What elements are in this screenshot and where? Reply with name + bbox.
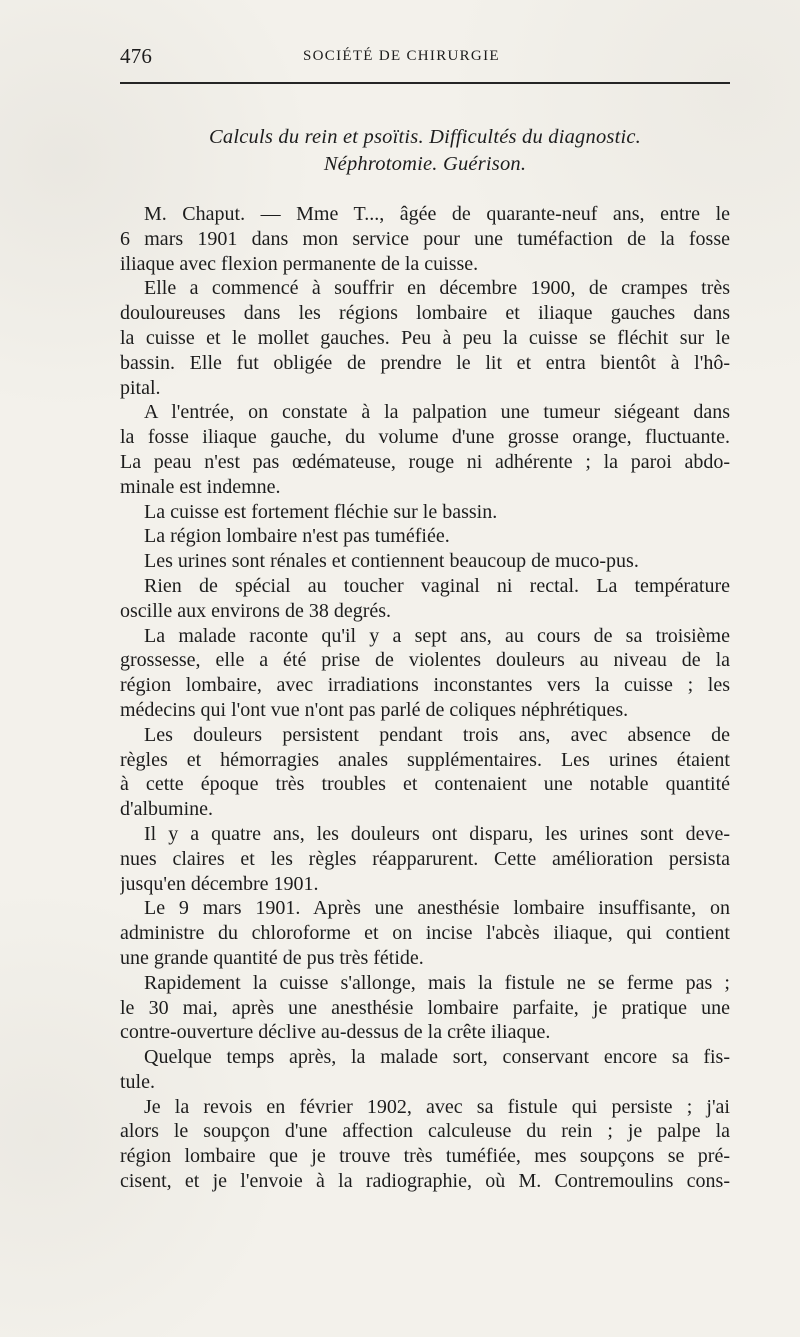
paragraph-line: Rapidement la cuisse s'allonge, mais la fistule ne se ferme pas ; (144, 971, 730, 994)
page-number: 476 (120, 44, 153, 68)
paragraph-line: région lombaire, avec irradiations inconstantes vers la cuisse ; les (120, 674, 730, 697)
paragraph-line: la cuisse et le mollet gauches. Peu à peu la cuisse se fléchit sur le (120, 326, 730, 349)
paragraph-line: grossesse, elle a été prise de violentes douleurs au niveau de la (120, 649, 730, 672)
paragraph-line: La cuisse est fortement fléchie sur le bassin. (144, 500, 498, 523)
paragraph-line: bassin. Elle fut obligée de prendre le lit et entra bientôt à l'hô- (120, 351, 730, 374)
paragraph-line: iliaque avec flexion permanente de la cuisse. (120, 252, 479, 275)
body-text (120, 202, 730, 1194)
paragraph-line: A l'entrée, on constate à la palpation une tumeur siégeant dans (144, 401, 730, 424)
section-title (120, 124, 730, 178)
paragraph-line: à cette époque très troubles et contenaient une notable quantité (120, 773, 730, 796)
page-header (120, 44, 730, 68)
paragraph-line: administre du chloroforme et on incise l'abcès iliaque, qui contient (120, 922, 730, 945)
paragraph-line: médecins qui l'ont vue n'ont pas parlé de coliques néphrétiques. (120, 698, 629, 721)
paragraph-line: nues claires et les règles réapparurent. Cette amélioration persista (120, 847, 730, 870)
paragraph-line: contre-ouverture déclive au-dessus de la crête iliaque. (120, 1021, 551, 1044)
title-line-1: Calculs du rein et psoïtis. Difficultés du diagnostic. (209, 126, 641, 148)
paragraph-line: La malade raconte qu'il y a sept ans, au cours de sa troisième (144, 624, 730, 647)
paragraph-line: règles et hémorragies anales supplémentaires. Les urines étaient (120, 748, 730, 771)
paragraph-line: jusqu'en décembre 1901. (120, 872, 319, 895)
paragraph-line: minale est indemne. (120, 475, 281, 498)
paragraph-line: tule. (120, 1070, 155, 1093)
header-rule (120, 82, 730, 84)
paragraph-line: Il y a quatre ans, les douleurs ont disparu, les urines sont deve- (144, 822, 730, 845)
paragraph-line: Rien de spécial au toucher vaginal ni rectal. La température (144, 574, 730, 597)
paragraph-line: région lombaire que je trouve très tuméfiée, mes soupçons se pré- (120, 1145, 730, 1168)
paragraph-line: La peau n'est pas œdémateuse, rouge ni adhérente ; la paroi abdo- (120, 450, 730, 473)
paragraph-line: la fosse iliaque gauche, du volume d'une grosse orange, fluctuante. (120, 426, 730, 449)
paragraph-line: cisent, et je l'envoie à la radiographie, où M. Contremoulins cons- (120, 1170, 730, 1193)
running-head: SOCIÉTÉ DE CHIRURGIE (303, 48, 500, 64)
paragraph-line: une grande quantité de pus très fétide. (120, 946, 424, 969)
paragraph-line: Je la revois en février 1902, avec sa fistule qui persiste ; j'ai (144, 1095, 730, 1118)
paragraph-line: Elle a commencé à souffrir en décembre 1900, de crampes très (144, 277, 730, 300)
title-line-2: Néphrotomie. Guérison. (323, 153, 527, 175)
paragraph-line: pital. (120, 376, 161, 399)
paragraph-line: d'albumine. (120, 798, 214, 821)
paragraph-line: Le 9 mars 1901. Après une anesthésie lombaire insuffisante, on (144, 897, 730, 920)
paragraph-line: Quelque temps après, la malade sort, conservant encore sa fis- (144, 1046, 730, 1069)
paragraph-line: Les urines sont rénales et contiennent beaucoup de muco-pus. (144, 550, 639, 573)
paragraph-line: le 30 mai, après une anesthésie lombaire parfaite, je pratique une (120, 996, 730, 1019)
paragraph-line: M. Chaput. — Mme T..., âgée de quarante-neuf ans, entre le (144, 203, 730, 225)
paragraph-line: douloureuses dans les régions lombaire et iliaque gauches dans (120, 302, 730, 325)
paragraph-line: Les douleurs persistent pendant trois ans, avec absence de (144, 723, 730, 746)
paragraph-line: 6 mars 1901 dans mon service pour une tuméfaction de la fosse (120, 227, 730, 250)
paragraph-line: oscille aux environs de 38 degrés. (120, 599, 392, 622)
paragraph-line: La région lombaire n'est pas tuméfiée. (144, 525, 450, 548)
paragraph-line: alors le soupçon d'une affection calculeuse du rein ; je palpe la (120, 1120, 730, 1143)
